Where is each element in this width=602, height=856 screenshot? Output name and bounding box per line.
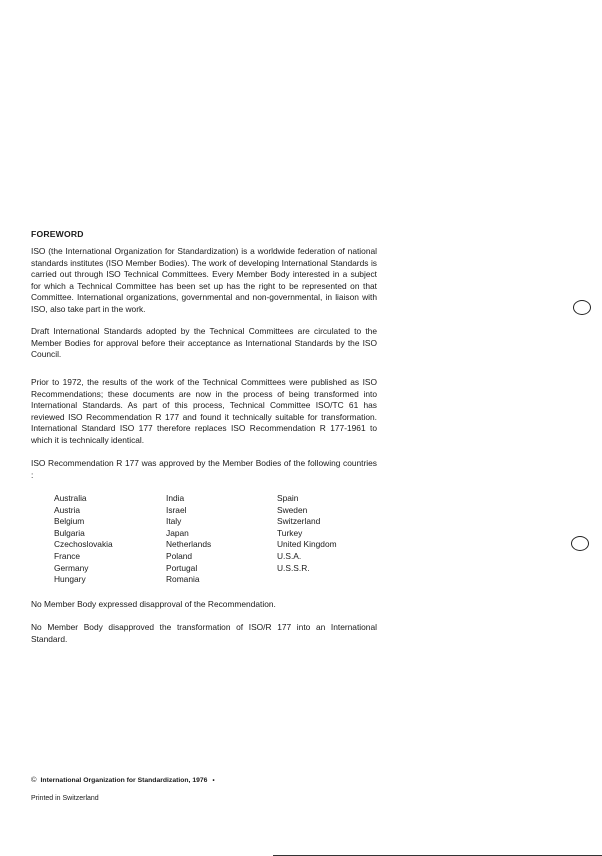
copyright-line — [31, 775, 215, 784]
country-column-3 — [277, 493, 387, 574]
country-column-2 — [166, 493, 276, 586]
country-item: Bulgaria — [54, 527, 85, 538]
copyright-symbol: © — [31, 775, 37, 784]
country-item: Sweden — [277, 504, 308, 515]
country-item: Spain — [277, 493, 299, 503]
country-item: Austria — [54, 504, 81, 515]
paragraph-no-disapproval-recommendation: No Member Body expressed disapproval of the Recommendation. — [31, 599, 276, 609]
country-item: Australia — [54, 493, 87, 503]
printed-in-line: Printed in Switzerland — [31, 795, 99, 802]
country-item: Turkey — [277, 527, 303, 538]
country-item: Israel — [166, 504, 187, 515]
country-item: Portugal — [166, 562, 198, 573]
paragraph-approval-intro: ISO Recommendation R 177 was approved by the Member Bodies of the following countries : — [31, 458, 377, 480]
country-item: Romania — [166, 574, 200, 585]
country-item: India — [166, 493, 185, 503]
country-item: United Kingdom — [277, 539, 337, 550]
country-item: France — [54, 550, 81, 561]
country-item: Belgium — [54, 516, 85, 527]
country-item: U.S.S.R. — [277, 562, 310, 573]
paragraph-no-disapproval-transformation: No Member Body disapproved the transformation of ISO/R 177 into an International Standard. — [31, 622, 377, 644]
country-column-1 — [54, 493, 164, 586]
country-item: Hungary — [54, 574, 86, 585]
copyright-text: International Organization for Standardization, 1976 — [40, 777, 208, 784]
paragraph-draft-standards: Draft International Standards adopted by the Technical Committees are circulated to the Member Bodies for approval before their acceptance as International Standards by the ISO Council. — [31, 326, 377, 360]
paragraph-prior-1972: Prior to 1972, the results of the work of the Technical Committees were published as ISO Recommendations; these documents are now in the process of being transformed into International Standards. As part of this process, Technical Committee ISO/TC 61 has reviewed ISO Recommendation R 177 and found it technically suitable for transformation. International Standard ISO 177 therefore replaces ISO Recommendation R 177-1961 to which it is technically identical. — [31, 377, 377, 445]
country-item: Netherlands — [166, 539, 212, 550]
country-item: Germany — [54, 562, 89, 573]
country-item: Switzerland — [277, 516, 321, 527]
country-item: U.S.A. — [277, 550, 302, 561]
foreword-heading: FOREWORD — [31, 229, 84, 239]
bullet-icon: • — [212, 778, 215, 784]
country-item: Czechoslovakia — [54, 539, 113, 550]
country-item: Italy — [166, 516, 182, 527]
punch-hole-top — [573, 300, 591, 315]
punch-hole-bottom — [571, 536, 589, 551]
country-item: Japan — [166, 527, 189, 538]
paragraph-iso-intro: ISO (the International Organization for Standardization) is a worldwide federation of national standards institutes (ISO Member Bodies). The work of developing International Standards is carried out through ISO Technical Committees. Every Member Body interested in a subject for which a Technical Committee has been set up has the right to be represented on that Committee. International organizations, governmental and non-governmental, in liaison with ISO, also take part in the work. — [31, 246, 377, 314]
country-item: Poland — [166, 550, 193, 561]
